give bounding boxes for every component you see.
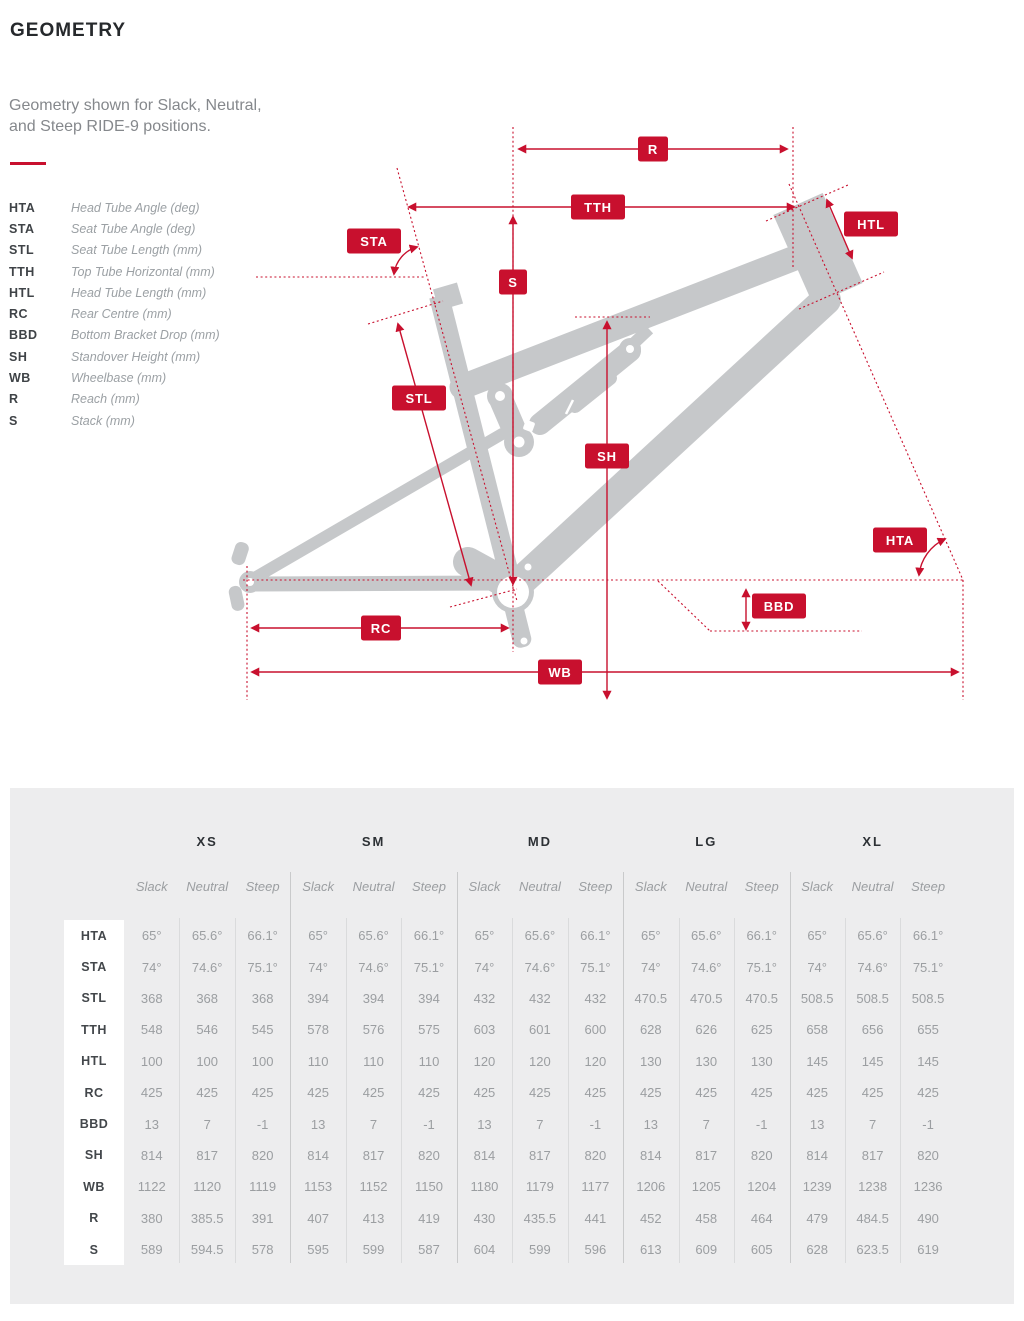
row-label: RC xyxy=(64,1077,124,1108)
svg-text:S: S xyxy=(508,275,518,290)
legend-abbr: TTH xyxy=(9,264,35,279)
table-cell: 413 xyxy=(362,1210,385,1226)
diagram-label-sh xyxy=(585,444,629,469)
table-cell: 145 xyxy=(861,1053,884,1069)
svg-text:HTA: HTA xyxy=(885,533,915,548)
table-cell: 626 xyxy=(695,1022,718,1038)
table-cell: 7 xyxy=(536,1116,544,1132)
size-header-xl: XL xyxy=(862,834,883,849)
legend-abbr: RC xyxy=(9,307,29,322)
table-cell: 66.1° xyxy=(912,928,944,944)
position-header: Neutral xyxy=(352,879,395,894)
table-cell: -1 xyxy=(755,1116,768,1132)
table-cell: 441 xyxy=(584,1210,607,1226)
diagram-labels xyxy=(347,137,927,685)
table-cell: 814 xyxy=(806,1147,829,1163)
size-header-row xyxy=(124,834,956,849)
table-cell: 625 xyxy=(750,1022,773,1038)
column-separator xyxy=(346,918,347,1263)
page-title: GEOMETRY xyxy=(10,20,127,41)
table-cell: 658 xyxy=(806,1022,829,1038)
table-cell: 820 xyxy=(917,1147,939,1163)
table-cell: 394 xyxy=(362,990,385,1006)
position-header: Slack xyxy=(135,879,168,894)
table-cell: 817 xyxy=(196,1147,219,1163)
table-cell: 425 xyxy=(529,1085,551,1101)
table-cell: 65.6° xyxy=(857,928,888,944)
table-cell: 130 xyxy=(639,1053,662,1069)
size-group-separator xyxy=(623,872,624,1263)
table-cell: 7 xyxy=(869,1116,877,1132)
table-cell: 425 xyxy=(861,1085,884,1101)
table-cell: 432 xyxy=(529,990,551,1006)
legend-desc: Head Tube Angle (deg) xyxy=(71,200,200,215)
row-label: WB xyxy=(64,1171,124,1202)
row-label: BBD xyxy=(64,1108,124,1139)
table-cell: 479 xyxy=(806,1210,829,1226)
table-cell: -1 xyxy=(922,1116,934,1132)
diagram-label-r xyxy=(638,137,668,162)
legend-abbr: STL xyxy=(9,243,35,258)
table-cell: 1177 xyxy=(581,1179,610,1195)
table-cell: 1205 xyxy=(691,1179,721,1195)
table-cell: 13 xyxy=(809,1116,825,1132)
legend-desc: Top Tube Horizontal (mm) xyxy=(71,264,215,279)
table-cell: 599 xyxy=(362,1242,385,1258)
table-cell: 1204 xyxy=(747,1179,777,1195)
diagram-label-rc xyxy=(361,616,401,641)
table-cell: 110 xyxy=(363,1053,384,1069)
diagram-label-bbd xyxy=(752,594,806,619)
table-cell: 66.1° xyxy=(746,928,777,944)
legend-desc: Seat Tube Length (mm) xyxy=(71,243,203,258)
column-separator xyxy=(900,918,901,1263)
position-header: Steep xyxy=(245,879,280,894)
table-cell: 394 xyxy=(307,990,329,1006)
position-header: Slack xyxy=(302,879,334,894)
svg-text:R: R xyxy=(647,142,659,157)
table-cell: 368 xyxy=(196,990,219,1006)
table-cell: 508.5 xyxy=(856,990,889,1006)
table-cell: 470.5 xyxy=(634,990,668,1006)
table-cell: 820 xyxy=(584,1147,607,1163)
row-label: S xyxy=(64,1234,124,1265)
table-cell: 74° xyxy=(308,959,328,975)
table-cell: 814 xyxy=(140,1147,163,1163)
position-header: Steep xyxy=(412,879,446,894)
table-cell: 110 xyxy=(418,1053,440,1069)
table-cell: 100 xyxy=(251,1053,274,1069)
table-cell: 599 xyxy=(529,1242,551,1258)
row-label: SH xyxy=(64,1140,124,1171)
svg-text:BBD: BBD xyxy=(763,599,795,614)
table-cell: 578 xyxy=(251,1242,274,1258)
size-group-separator xyxy=(290,872,291,1263)
column-separator xyxy=(235,918,236,1263)
table-cell: 120 xyxy=(473,1053,496,1069)
table-cell: 435.5 xyxy=(523,1210,557,1226)
legend-desc: Stack (mm) xyxy=(71,413,135,428)
table-cell: 656 xyxy=(861,1022,884,1038)
table-cell: 452 xyxy=(639,1210,662,1226)
table-cell: 628 xyxy=(806,1242,829,1258)
table-cell: 130 xyxy=(695,1053,718,1069)
table-cell: 13 xyxy=(643,1116,659,1132)
table-cell: -1 xyxy=(589,1116,602,1132)
size-header-sm: SM xyxy=(361,834,386,849)
table-row xyxy=(64,1140,956,1171)
table-cell: 425 xyxy=(251,1085,274,1101)
table-cell: 575 xyxy=(418,1022,440,1038)
table-cell: 1238 xyxy=(858,1179,888,1195)
svg-text:TTH: TTH xyxy=(584,200,612,215)
table-cell: 820 xyxy=(418,1147,440,1163)
row-label: STL xyxy=(64,983,124,1014)
table-cell: 594.5 xyxy=(190,1242,224,1258)
position-header: Slack xyxy=(468,879,501,894)
table-cell: 368 xyxy=(251,990,274,1006)
table-cell: 587 xyxy=(418,1242,440,1258)
table-cell: 65° xyxy=(141,928,162,944)
table-cell: 65.6° xyxy=(358,928,389,944)
table-cell: 425 xyxy=(140,1085,163,1101)
legend-desc: Seat Tube Angle (deg) xyxy=(71,221,196,236)
table-cell: 74.6° xyxy=(691,959,722,975)
table-cell: 613 xyxy=(639,1242,662,1258)
diagram-label-htl xyxy=(844,212,898,237)
table-cell: 74.6° xyxy=(191,959,223,975)
table-cell: 1179 xyxy=(525,1179,554,1195)
table-cell: 74.6° xyxy=(358,959,389,975)
table-cell: 74° xyxy=(807,959,827,975)
table-row xyxy=(64,951,956,982)
table-cell: 65.6° xyxy=(691,928,722,944)
table-cell: 74° xyxy=(474,959,495,975)
table-cell: 75.1° xyxy=(746,959,777,975)
table-cell: 120 xyxy=(529,1053,551,1069)
table-cell: 394 xyxy=(418,990,440,1006)
table-cell: 1180 xyxy=(470,1179,499,1195)
position-header: Neutral xyxy=(851,879,894,894)
table-cell: 820 xyxy=(750,1147,773,1163)
table-cell: 1236 xyxy=(913,1179,943,1195)
position-header: Slack xyxy=(634,879,667,894)
table-cell: 13 xyxy=(310,1116,326,1132)
svg-text:SH: SH xyxy=(597,449,617,464)
table-cell: 120 xyxy=(584,1053,607,1069)
table-cell: 425 xyxy=(196,1085,219,1101)
table-cell: 7 xyxy=(702,1116,710,1132)
legend-desc: Wheelbase (mm) xyxy=(71,371,167,386)
table-cell: 425 xyxy=(418,1085,440,1101)
table-cell: 600 xyxy=(584,1022,607,1038)
table-cell: 13 xyxy=(144,1116,159,1132)
diagram-label-wb xyxy=(538,660,582,685)
legend-abbr: BBD xyxy=(9,328,38,343)
table-cell: 74° xyxy=(141,959,162,975)
table-cell: 7 xyxy=(203,1116,211,1132)
legend-abbr: S xyxy=(9,413,18,428)
geometry-table xyxy=(10,788,1014,1304)
position-header: Neutral xyxy=(518,879,561,894)
table-cell: 470.5 xyxy=(745,990,778,1006)
table-cell: 65° xyxy=(807,928,827,944)
table-cell: -1 xyxy=(423,1116,435,1132)
table-cell: 407 xyxy=(307,1210,329,1226)
diagram-label-hta xyxy=(873,528,927,553)
size-group-separator xyxy=(790,872,791,1263)
table-cell: 817 xyxy=(362,1147,385,1163)
table-cell: 100 xyxy=(196,1053,219,1069)
table-cell: 368 xyxy=(140,990,163,1006)
table-row xyxy=(64,1234,956,1265)
table-row xyxy=(64,1046,956,1077)
table-cell: 605 xyxy=(750,1242,773,1258)
table-cell: 578 xyxy=(307,1022,329,1038)
position-header: Steep xyxy=(744,879,779,894)
table-row xyxy=(64,1014,956,1045)
size-group-separator xyxy=(457,872,458,1263)
table-cell: 623.5 xyxy=(856,1242,889,1258)
table-cell: 1120 xyxy=(193,1179,222,1195)
row-label: HTL xyxy=(64,1046,124,1077)
table-cell: 548 xyxy=(140,1022,163,1038)
table-cell: 432 xyxy=(584,990,607,1006)
table-cell: 425 xyxy=(362,1085,385,1101)
table-cell: 425 xyxy=(750,1085,773,1101)
table-cell: 65° xyxy=(474,928,495,944)
table-cell: 1239 xyxy=(802,1179,832,1195)
size-header-xs: XS xyxy=(196,834,218,849)
legend-abbr: STA xyxy=(9,221,35,236)
row-label: HTA xyxy=(64,920,124,951)
table-cell: 74.6° xyxy=(524,959,556,975)
table-cell: 75.1° xyxy=(413,959,445,975)
diagram-label-tth xyxy=(571,195,625,220)
table-cell: 425 xyxy=(307,1085,329,1101)
column-separator xyxy=(679,918,680,1263)
diagram-label-sta xyxy=(347,229,401,254)
table-cell: 1152 xyxy=(359,1179,388,1195)
legend-desc: Reach (mm) xyxy=(71,392,140,407)
table-cell: 470.5 xyxy=(689,990,723,1006)
table-cell: 66.1° xyxy=(413,928,445,944)
column-separator xyxy=(401,918,402,1263)
table-cell: 576 xyxy=(362,1022,385,1038)
table-cell: 65° xyxy=(640,928,661,944)
table-cell: 65° xyxy=(308,928,328,944)
table-cell: 130 xyxy=(750,1053,773,1069)
table-cell: 74.6° xyxy=(857,959,888,975)
table-cell: 508.5 xyxy=(800,990,834,1006)
column-separator xyxy=(512,918,513,1263)
table-row xyxy=(64,983,956,1014)
table-cell: 508.5 xyxy=(911,990,945,1006)
table-cell: 601 xyxy=(529,1022,551,1038)
table-row xyxy=(64,1203,956,1234)
table-cell: 545 xyxy=(251,1022,274,1038)
table-body xyxy=(64,920,956,1265)
table-cell: 65.6° xyxy=(524,928,556,944)
table-cell: 628 xyxy=(639,1022,662,1038)
legend-abbr: WB xyxy=(9,371,31,386)
table-cell: 655 xyxy=(917,1022,939,1038)
table-cell: 74° xyxy=(640,959,661,975)
table-cell: 145 xyxy=(806,1053,829,1069)
column-separator xyxy=(845,918,846,1263)
table-cell: 145 xyxy=(917,1053,939,1069)
table-cell: 464 xyxy=(750,1210,773,1226)
table-cell: 1206 xyxy=(636,1179,666,1195)
table-cell: 380 xyxy=(140,1210,163,1226)
table-cell: 425 xyxy=(584,1085,607,1101)
subtitle-line-2: and Steep RIDE-9 positions. xyxy=(9,118,211,135)
subtitle-line-1: Geometry shown for Slack, Neutral, xyxy=(9,97,262,114)
table-row xyxy=(64,1108,956,1139)
legend-desc: Head Tube Length (mm) xyxy=(71,285,207,300)
table-cell: 817 xyxy=(529,1147,551,1163)
table-cell: 1153 xyxy=(304,1179,333,1195)
position-header: Steep xyxy=(911,879,946,894)
table-cell: 430 xyxy=(473,1210,496,1226)
table-cell: 484.5 xyxy=(856,1210,889,1226)
legend-desc: Rear Centre (mm) xyxy=(71,307,172,322)
table-cell: 619 xyxy=(917,1242,939,1258)
position-header-row xyxy=(124,879,956,894)
row-label: TTH xyxy=(64,1014,124,1045)
legend-abbr: SH xyxy=(9,349,28,364)
svg-text:STA: STA xyxy=(360,234,388,249)
size-header-md: MD xyxy=(527,834,553,849)
position-header: Neutral xyxy=(186,879,229,894)
table-cell: 814 xyxy=(307,1147,329,1163)
legend-desc: Bottom Bracket Drop (mm) xyxy=(71,328,220,343)
column-separator xyxy=(179,918,180,1263)
table-cell: -1 xyxy=(256,1116,269,1132)
svg-text:STL: STL xyxy=(405,391,433,406)
table-cell: 100 xyxy=(140,1053,163,1069)
table-cell: 75.1° xyxy=(912,959,944,975)
legend-abbr: HTL xyxy=(9,285,35,300)
table-cell: 419 xyxy=(418,1210,440,1226)
table-cell: 425 xyxy=(806,1085,829,1101)
table-cell: 820 xyxy=(251,1147,274,1163)
table-cell: 425 xyxy=(639,1085,662,1101)
row-label: R xyxy=(64,1203,124,1234)
table-cell: 75.1° xyxy=(247,959,278,975)
table-cell: 110 xyxy=(307,1053,329,1069)
diagram-label-stl xyxy=(392,386,446,411)
table-row xyxy=(64,1171,956,1202)
legend-abbr: R xyxy=(9,392,19,407)
table-cell: 385.5 xyxy=(190,1210,224,1226)
table-row xyxy=(64,920,956,951)
table-cell: 546 xyxy=(196,1022,219,1038)
size-header-lg: LG xyxy=(695,834,718,849)
position-header: Steep xyxy=(578,879,613,894)
table-cell: 609 xyxy=(695,1242,718,1258)
table-cell: 65.6° xyxy=(191,928,223,944)
table-cell: 814 xyxy=(639,1147,662,1163)
table-cell: 391 xyxy=(251,1210,274,1226)
table-cell: 604 xyxy=(473,1242,496,1258)
svg-text:WB: WB xyxy=(548,665,572,680)
table-cell: 425 xyxy=(473,1085,496,1101)
legend-abbr: HTA xyxy=(9,200,36,215)
svg-text:RC: RC xyxy=(370,621,392,636)
table-cell: 458 xyxy=(695,1210,718,1226)
row-label: STA xyxy=(64,951,124,982)
table-cell: 817 xyxy=(861,1147,884,1163)
table-cell: 75.1° xyxy=(580,959,611,975)
table-cell: 1122 xyxy=(137,1179,166,1195)
position-header: Neutral xyxy=(685,879,728,894)
table-cell: 432 xyxy=(473,990,496,1006)
table-cell: 603 xyxy=(473,1022,496,1038)
column-separator xyxy=(734,918,735,1263)
table-cell: 589 xyxy=(140,1242,163,1258)
table-cell: 814 xyxy=(473,1147,496,1163)
table-cell: 66.1° xyxy=(247,928,278,944)
table-cell: 490 xyxy=(917,1210,939,1226)
table-cell: 13 xyxy=(477,1116,492,1132)
table-cell: 1119 xyxy=(249,1179,277,1195)
svg-text:HTL: HTL xyxy=(857,217,885,232)
table-cell: 1150 xyxy=(415,1179,443,1195)
table-cell: 817 xyxy=(695,1147,718,1163)
table-row xyxy=(64,1077,956,1108)
table-cell: 7 xyxy=(369,1116,378,1132)
position-header: Slack xyxy=(801,879,834,894)
table-cell: 425 xyxy=(917,1085,939,1101)
diagram-label-s xyxy=(499,270,527,295)
table-cell: 425 xyxy=(695,1085,718,1101)
column-separator xyxy=(568,918,569,1263)
table-cell: 595 xyxy=(307,1242,329,1258)
legend-desc: Standover Height (mm) xyxy=(71,349,201,364)
table-cell: 596 xyxy=(584,1242,607,1258)
table-cell: 66.1° xyxy=(580,928,611,944)
